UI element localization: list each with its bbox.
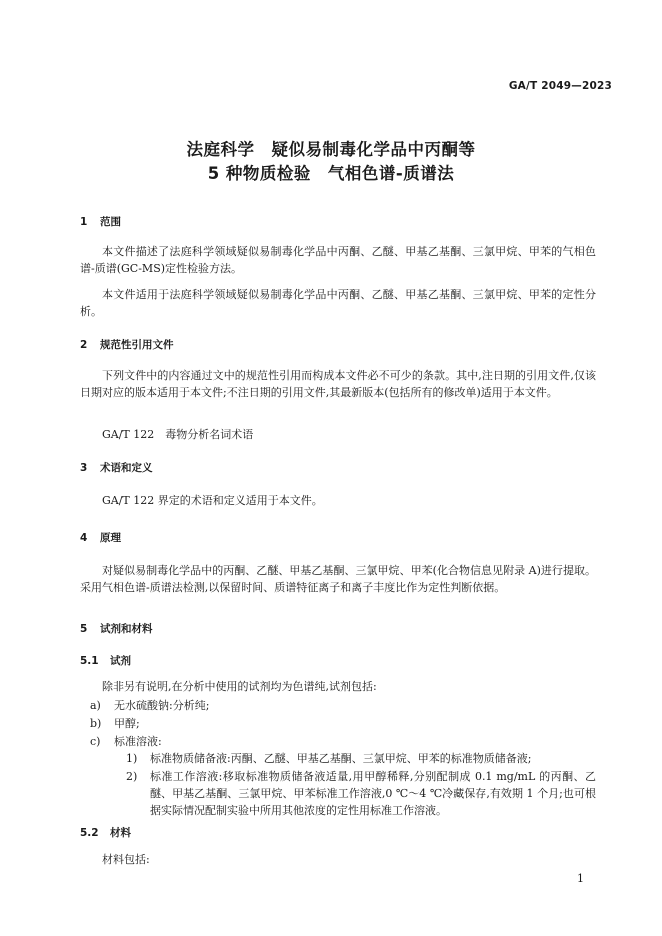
list-text: 甲醇;: [114, 717, 140, 730]
list-item-b: [90, 715, 140, 732]
section-number: 5.2: [80, 827, 99, 839]
document-title-line-1: 法庭科学 疑似易制毒化学品中丙酮等: [186, 140, 476, 159]
section-number: 1: [80, 216, 88, 228]
list-marker: 2): [126, 770, 138, 783]
section-2-heading: [80, 337, 174, 352]
section-title: 原理: [100, 532, 121, 544]
list-text: 标准物质储备液:丙酮、乙醚、甲基乙基酮、三氯甲烷、甲苯的标准物质储备液;: [150, 752, 532, 765]
standard-number: GA/T 2049—2023: [508, 80, 612, 92]
list-text: 无水硫酸钠:分析纯;: [114, 699, 210, 712]
section-title: 术语和定义: [100, 462, 153, 474]
list-text: 标准工作溶液:移取标准物质储备液适量,用甲醇稀释,分别配制成 0.1 mg/mL 的丙酮、乙醚、甲基乙基酮、三氯甲烷、甲苯标准工作溶液,0 ℃～4 ℃冷藏保存,有效期 1 个月;也可根据实际情况配制实验中所用其他浓度的定性用标准工作溶液。: [150, 770, 596, 817]
section-number: 5: [80, 623, 88, 635]
section-title: 材料: [110, 827, 131, 839]
sub-list-item-1: [126, 750, 596, 767]
section-5-2-heading: [80, 825, 131, 840]
section-5-2-intro: 材料包括:: [102, 853, 150, 866]
section-1-heading: [80, 214, 121, 229]
section-5-1-heading: [80, 653, 131, 668]
list-marker: b): [90, 717, 102, 730]
list-item-c: [90, 733, 162, 750]
section-title: 规范性引用文件: [100, 339, 174, 351]
section-1-paragraph-2: 本文件适用于法庭科学领域疑似易制毒化学品中丙酮、乙醚、甲基乙基酮、三氯甲烷、甲苯的定性分析。: [80, 288, 596, 318]
section-4-paragraph-1: 对疑似易制毒化学品中的丙酮、乙醚、甲基乙基酮、三氯甲烷、甲苯(化合物信息见附录 A)进行提取。采用气相色谱-质谱法检测,以保留时间、质谱特征离子和离子丰度比作为定性判断依据。: [80, 564, 596, 594]
section-number: 2: [80, 339, 88, 351]
page-number: 1: [577, 872, 584, 885]
section-5-1-intro: 除非另有说明,在分析中使用的试剂均为色谱纯,试剂包括:: [102, 680, 377, 693]
sub-list-item-2: [126, 768, 596, 819]
section-title: 试剂: [110, 655, 131, 667]
section-number: 3: [80, 462, 88, 474]
section-4-heading: [80, 530, 121, 545]
section-number: 4: [80, 532, 88, 544]
list-marker: c): [90, 735, 101, 748]
list-item-a: [90, 697, 209, 714]
list-text: 标准溶液:: [114, 735, 162, 748]
normative-reference: GA/T 122 毒物分析名词术语: [102, 428, 254, 441]
document-title-line-2: 5 种物质检验 气相色谱-质谱法: [207, 164, 455, 183]
section-1-paragraph-1: 本文件描述了法庭科学领域疑似易制毒化学品中丙酮、乙醚、甲基乙基酮、三氯甲烷、甲苯的气相色谱-质谱(GC-MS)定性检验方法。: [80, 245, 596, 275]
section-3-heading: [80, 460, 153, 475]
section-title: 试剂和材料: [100, 623, 153, 635]
section-3-paragraph-1: GA/T 122 界定的术语和定义适用于本文件。: [102, 494, 323, 507]
section-number: 5.1: [80, 655, 99, 667]
section-2-paragraph-1: 下列文件中的内容通过文中的规范性引用而构成本文件必不可少的条款。其中,注日期的引用文件,仅该日期对应的版本适用于本文件;不注日期的引用文件,其最新版本(包括所有的修改单)适用于本文件。: [80, 369, 596, 399]
section-5-heading: [80, 621, 153, 636]
section-title: 范围: [100, 216, 121, 228]
list-marker: 1): [126, 752, 138, 765]
list-marker: a): [90, 699, 101, 712]
